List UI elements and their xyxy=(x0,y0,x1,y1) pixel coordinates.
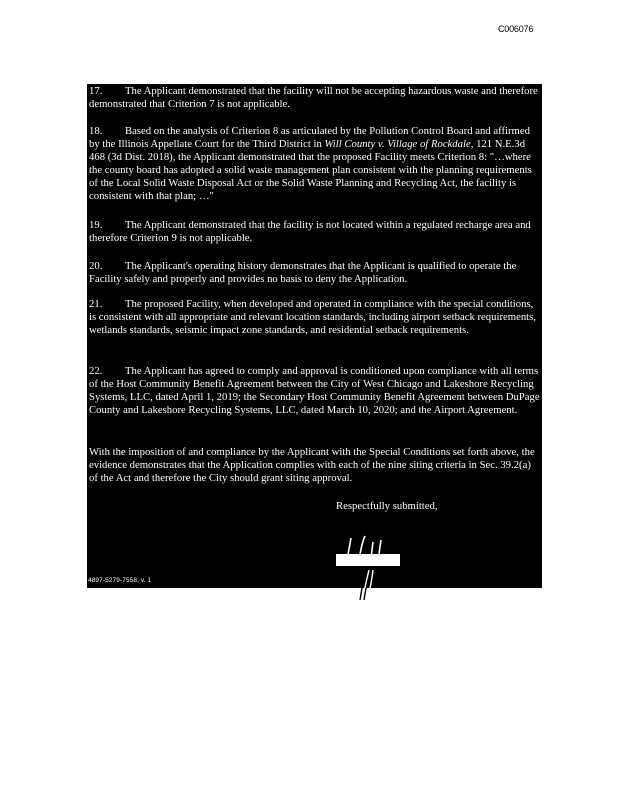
document-id-footer: 4897-5279-7558, v. 1 xyxy=(88,577,152,584)
paragraph-number: 19. xyxy=(89,219,103,231)
paragraph-20 xyxy=(89,260,540,286)
paragraph-text: The Applicant demonstrated that the facility is not located within a regulated recharge area and therefore Criterion 9 is not applicable. xyxy=(89,219,531,244)
paragraph-text-continued: , 121 N.E.3d 468 (3d Dist. 2018), the Applicant demonstrated that the proposed Facility meets Criterion 8: "…where the county board has adopted a solid waste management plan consistent with the planning requirements of the Local Solid Waste Disposal Act or the Solid Waste Planning and Recycling Act, the facility is consistent with that plan; …" xyxy=(89,138,532,202)
paragraph-number: 22. xyxy=(89,365,103,377)
document-body xyxy=(87,84,542,588)
paragraph-text: The Applicant's operating history demonstrates that the Applicant is qualified to operate the Facility safely and properly and provides no basis to deny the Application. xyxy=(89,260,517,285)
paragraph-text: The proposed Facility, when developed and operated in compliance with the special conditions, is consistent with all appropriate and relevant location standards, including airport setback requirements, wetlands standards, seismic impact zone standards, and residential setback requirements. xyxy=(89,298,536,336)
paragraph-number: 20. xyxy=(89,260,103,272)
signature-tail-mark-icon xyxy=(356,588,376,600)
paragraph-text: The Applicant demonstrated that the facility will not be accepting hazardous waste and therefore demonstrated that Criterion 7 is not applicable. xyxy=(89,85,538,110)
bates-number: C006076 xyxy=(498,24,534,34)
paragraph-text: Based on the analysis of Criterion 8 as articulated by the Pollution Control Board and affirmed by the Illinois Appellate Court for the Third District in xyxy=(89,125,530,150)
paragraph-number: 17. xyxy=(89,85,103,97)
paragraph-18 xyxy=(89,125,540,203)
paragraph-19 xyxy=(89,219,540,245)
paragraph-number: 18. xyxy=(89,125,103,137)
closing-line: Respectfully submitted, xyxy=(336,500,438,512)
case-citation: Will County v. Village of Rockdale xyxy=(324,138,471,150)
paragraph-text: The Applicant has agreed to comply and approval is conditioned upon compliance with all terms of the Host Community Benefit Agreement between the City of West Chicago and Lakeshore Recycling Systems, LLC, dated April 1, 2019; the Secondary Host Community Benefit Agreement between DuPage County and Lakeshore Recycling Systems, LLC, dated March 10, 2020; and the Airport Agreement. xyxy=(89,365,540,416)
paragraph-21 xyxy=(89,298,540,337)
paragraph-22 xyxy=(89,365,540,417)
paragraph-17 xyxy=(89,85,540,111)
conclusion-paragraph: With the imposition of and compliance by the Applicant with the Special Conditions set forth above, the evidence demonstrates that the Application complies with each of the nine siting criteria in Sec. 39.2(a) of the Act and therefore the City should grant siting approval. xyxy=(89,446,535,484)
paragraph-number: 21. xyxy=(89,298,103,310)
